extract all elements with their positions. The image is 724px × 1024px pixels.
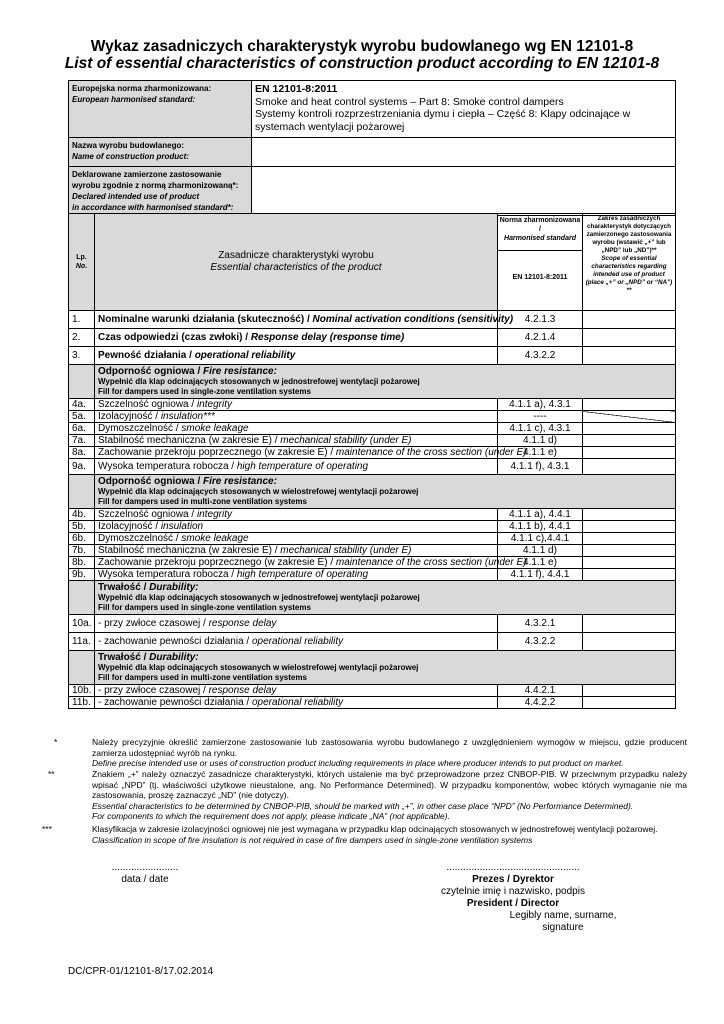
footnote-1 <box>92 737 687 769</box>
footnote-3-pl: Klasyfikacja w zakresie izolacyjności ogniowej nie jest wymagana w przypadku klap odcinających stosowanych w jednostrefowej wentylacji pożarowej. <box>92 824 658 834</box>
row-number: 9a. <box>69 459 95 475</box>
section-subtitle-pl: Wypełnić dla klap odcinających stosowanych w jednostrefowej wentylacji pożarowej <box>98 377 420 386</box>
footnote-1-pl: Należy precyzyjnie określić zamierzone zastosowanie lub zastosowania wyrobu budowlanego z uwzględnieniem wymogów w miejscu, gdzie producent zamierza udostępniać wyrób na rynku. <box>92 737 687 758</box>
row-characteristic <box>95 569 498 581</box>
section-header-row <box>69 365 676 399</box>
row-reference: 4.1.1 e) <box>498 557 583 569</box>
row-characteristic-pl: Izolacyjność / <box>98 411 161 422</box>
table-row <box>69 685 676 697</box>
row-scope-entry[interactable] <box>583 411 676 423</box>
row-reference: 4.2.1.3 <box>498 311 583 329</box>
section-title-en: Fire resistance: <box>203 366 277 377</box>
row-characteristic-en: mechanical stability (under E) <box>280 435 412 446</box>
row-characteristic-pl: Wysoka temperatura robocza / <box>98 569 237 580</box>
norm-header-code: EN 12101-8:2011 <box>512 274 568 281</box>
row-number: 6b. <box>69 533 95 545</box>
row-number: 8b. <box>69 557 95 569</box>
footnote-3-mark: *** <box>42 824 52 834</box>
section-subtitle-en: Fill for dampers used in multi-zone ventilation systems <box>98 673 307 682</box>
row-reference: 4.1.1 c), 4.3.1 <box>498 423 583 435</box>
document-code: DC/CPR-01/12101-8/17.02.2014 <box>68 966 214 977</box>
row-characteristic-en: response delay <box>208 685 277 696</box>
row-characteristic-pl: Pewność działania / <box>98 350 195 361</box>
column-header-row <box>69 214 676 311</box>
section-header-row <box>69 581 676 615</box>
row-reference: 4.1.1 f), 4.4.1 <box>498 569 583 581</box>
section-subtitle-pl: Wypełnić dla klap odcinających stosowanych w jednostrefowej wentylacji pożarowej <box>98 593 420 602</box>
section-number-cell <box>69 475 95 509</box>
product-label-en: Name of construction product: <box>72 152 189 161</box>
row-scope-entry[interactable] <box>583 435 676 447</box>
row-characteristic <box>95 347 498 365</box>
row-number: 2. <box>69 329 95 347</box>
standard-label-cell <box>69 81 252 138</box>
section-number-cell <box>69 365 95 399</box>
section-header <box>95 365 676 399</box>
table-row <box>69 447 676 459</box>
row-scope-entry[interactable] <box>583 545 676 557</box>
legible-en: Legibly name, surname, signature <box>509 910 617 933</box>
table-row <box>69 423 676 435</box>
row-characteristic-en: operational reliability <box>251 636 344 647</box>
standard-value-cell <box>252 81 676 138</box>
row-characteristic <box>95 557 527 569</box>
row-reference: 4.3.2.1 <box>498 615 583 633</box>
row-reference: 4.1.1 c),4.4.1 <box>498 533 583 545</box>
row-characteristic-pl: Zachowanie przekroju poprzecznego (w zakresie E) / <box>98 557 336 568</box>
row-number: 7a. <box>69 435 95 447</box>
row-characteristic <box>95 633 498 651</box>
row-scope-entry[interactable] <box>583 329 676 347</box>
section-title-en: Durability: <box>149 652 199 663</box>
table-row <box>69 615 676 633</box>
row-characteristic-pl: Stabilność mechaniczna (w zakresie E) / <box>98 545 281 556</box>
table-row <box>69 399 676 411</box>
row-scope-entry[interactable] <box>583 697 676 709</box>
row-reference: 4.1.1 e) <box>498 447 583 459</box>
row-characteristic-pl: - zachowanie pewności działania / <box>98 636 252 647</box>
scope-header-en: Scope of essential characteristics regarding intended use of product (place „+” or „NPD” or “NA”) ** <box>585 255 673 294</box>
row-reference: 4.3.2.2 <box>498 633 583 651</box>
row-characteristic <box>95 329 498 347</box>
role-pl: Prezes / Dyrektor <box>472 874 554 885</box>
table-row <box>69 533 676 545</box>
row-characteristic-en: Nominal activation conditions (sensitivity) <box>312 314 514 325</box>
row-scope-entry[interactable] <box>583 685 676 697</box>
table-row <box>69 521 676 533</box>
use-label-cell <box>69 167 252 216</box>
row-scope-entry[interactable] <box>583 459 676 475</box>
section-title-pl: Trwałość / <box>98 582 150 593</box>
row-characteristic-en: response delay <box>208 618 277 629</box>
section-subtitle-en: Fill for dampers used in single-zone ventilation systems <box>98 603 311 612</box>
row-number: 4a. <box>69 399 95 411</box>
table-row <box>69 509 676 521</box>
row-reference: 4.3.2.2 <box>498 347 583 365</box>
lp-header-en: No. <box>75 263 88 270</box>
row-number: 8a. <box>69 447 95 459</box>
product-label-cell <box>69 138 252 167</box>
footnote-1-en: Define precise intended use or uses of construction product including requirements in place where producer intends to put product on market. <box>92 758 624 768</box>
section-number-cell <box>69 651 95 685</box>
row-characteristic-en: high temperature of operating <box>236 461 369 472</box>
date-label: data / date <box>121 874 169 885</box>
section-header-row <box>69 651 676 685</box>
footnote-2-pl: Znakiem „+” należy oznaczyć zasadnicze charakterystyki, których ustalenie ma być przeprowadzone przez CNBOP-PIB. W przeciwnym przypadku należy wpisać „NPD” (tj. właściwości użytkowe nieustalone, ang. No Performance Determined). W przypadku komponentów, wobec których wymaganie nie ma zastosowania, proszę zaznaczyć „ND” (nie dotyczy). <box>92 769 687 800</box>
section-title-en: Durability: <box>149 582 199 593</box>
row-reference: 4.1.1 d) <box>498 435 583 447</box>
row-characteristic-en: maintenance of the cross section (under E) <box>335 447 527 458</box>
row-reference: 4.4.2.1 <box>498 685 583 697</box>
row-scope-entry[interactable] <box>583 615 676 633</box>
row-number: 7b. <box>69 545 95 557</box>
title-polish: Wykaz zasadniczych charakterystyk wyrobu budowlanego wg EN 12101-8 <box>90 38 634 55</box>
row-number: 5b. <box>69 521 95 533</box>
footnote-2-mark: ** <box>48 769 55 779</box>
row-characteristic-en: maintenance of the cross section (under E) <box>335 557 527 568</box>
row-characteristic-en: operational reliability <box>251 697 344 708</box>
row-scope-entry[interactable] <box>583 521 676 533</box>
row-reference: 4.1.1 a), 4.3.1 <box>498 399 583 411</box>
row-scope-entry[interactable] <box>583 347 676 365</box>
table-row <box>69 311 676 329</box>
row-characteristic-pl: Nominalne warunki działania (skuteczność) / <box>98 314 313 325</box>
norm-header <box>498 214 583 311</box>
row-scope-entry[interactable] <box>583 423 676 435</box>
header-table <box>68 80 676 216</box>
signature-dots[interactable]: ................................................ <box>446 862 580 873</box>
product-value-cell[interactable] <box>252 138 676 167</box>
row-scope-entry[interactable] <box>583 447 676 459</box>
table-row <box>69 347 676 365</box>
norm-header-en: Harmonised standard <box>504 235 576 242</box>
row-number: 9b. <box>69 569 95 581</box>
norm-header-pl: Norma zharmonizowana / <box>499 217 581 233</box>
row-reference: 4.1.1 f), 4.3.1 <box>498 459 583 475</box>
row-number: 6a. <box>69 423 95 435</box>
signature-block <box>418 862 608 910</box>
row-number: 1. <box>69 311 95 329</box>
row-characteristic <box>95 459 498 475</box>
row-scope-entry[interactable] <box>583 399 676 411</box>
row-characteristic-en: insulation*** <box>160 411 215 422</box>
row-characteristic <box>95 411 498 423</box>
standard-desc-pl: Systemy kontroli rozprzestrzeniania dymu i ciepła – Część 8: Klapy odcinające w systemach wentylacji pożarowej <box>255 108 631 133</box>
use-label-pl2: wyrobu zgodnie z normą zharmonizowaną*: <box>72 181 239 190</box>
section-title-pl: Trwałość / <box>98 652 150 663</box>
standard-label-pl: Europejska norma zharmonizowana: <box>72 84 212 93</box>
footnote-3 <box>92 824 687 845</box>
section-title-pl: Odporność ogniowa / <box>98 366 203 377</box>
row-characteristic-pl: Dymoszczelność / <box>98 423 182 434</box>
row-reference: 4.4.2.2 <box>498 697 583 709</box>
footnote-2-en2: For components to which the requirement does not apply, please indicate „NA” (not applicable). <box>92 811 450 821</box>
row-number: 11b. <box>69 697 95 709</box>
row-characteristic-pl: Dymoszczelność / <box>98 533 182 544</box>
row-characteristic <box>95 423 498 435</box>
section-title-pl: Odporność ogniowa / <box>98 476 203 487</box>
characteristic-header <box>95 214 498 311</box>
row-characteristic-en: smoke leakage <box>181 423 249 434</box>
row-characteristic-pl: Szczelność ogniowa / <box>98 509 197 520</box>
row-characteristic-en: operational reliability <box>194 350 296 361</box>
footnote-1-mark: * <box>54 737 58 747</box>
row-characteristic-en: high temperature of operating <box>236 569 369 580</box>
row-characteristic-pl: Czas odpowiedzi (czas zwłoki) / <box>98 332 251 343</box>
row-number: 10a. <box>69 615 95 633</box>
characteristic-header-en: Essential characteristics of the product <box>210 262 382 273</box>
row-characteristic <box>95 615 498 633</box>
row-number: 5a. <box>69 411 95 423</box>
row-characteristic-pl: - zachowanie pewności działania / <box>98 697 252 708</box>
row-characteristic-en: smoke leakage <box>181 533 249 544</box>
date-dots[interactable]: ........................ <box>111 862 179 873</box>
row-characteristic-en: insulation <box>160 521 204 532</box>
row-characteristic-en: mechanical stability (under E) <box>280 545 412 556</box>
table-row <box>69 569 676 581</box>
row-reference: 4.1.1 d) <box>498 545 583 557</box>
footnote-2 <box>92 769 687 822</box>
row-scope-entry[interactable] <box>583 569 676 581</box>
section-subtitle-pl: Wypełnić dla klap odcinających stosowanych w wielostrefowej wentylacji pożarowej <box>98 487 419 496</box>
row-reference: ---- <box>498 411 583 423</box>
table-row <box>69 557 676 569</box>
use-label-pl1: Deklarowane zamierzone zastosowanie <box>72 170 222 179</box>
date-block <box>95 862 195 886</box>
section-subtitle-en: Fill for dampers used in single-zone ventilation systems <box>98 387 311 396</box>
section-subtitle-pl: Wypełnić dla klap odcinających stosowanych w wielostrefowej wentylacji pożarowej <box>98 663 419 672</box>
row-characteristic <box>95 545 498 557</box>
row-characteristic-en: integrity <box>196 399 232 410</box>
row-characteristic-pl: - przy zwłoce czasowej / <box>98 618 209 629</box>
lp-header-pl: Lp. <box>76 254 87 261</box>
row-number: 11a. <box>69 633 95 651</box>
title-english: List of essential characteristics of construction product according to EN 12101-8 <box>64 55 660 72</box>
row-scope-entry[interactable] <box>583 509 676 521</box>
use-label-en2: in accordance with harmonised standard*: <box>72 203 234 212</box>
row-characteristic-pl: Stabilność mechaniczna (w zakresie E) / <box>98 435 281 446</box>
role-en: President / Director <box>466 898 560 909</box>
legible-pl: czytelnie imię i nazwisko, podpis <box>441 886 585 897</box>
section-header-row <box>69 475 676 509</box>
row-characteristic-pl: Zachowanie przekroju poprzecznego (w zakresie E) / <box>98 447 336 458</box>
row-characteristic-pl: Izolacyjność / <box>98 521 161 532</box>
row-reference: 4.1.1 b), 4.4.1 <box>498 521 583 533</box>
table-row <box>69 435 676 447</box>
use-label-en1: Declared intended use of product <box>72 192 200 201</box>
scope-header <box>583 214 676 311</box>
row-reference: 4.1.1 a), 4.4.1 <box>498 509 583 521</box>
table-row <box>69 459 676 475</box>
row-number: 3. <box>69 347 95 365</box>
scope-header-pl: Zakres zasadniczych charakterystyk dotyczących zamierzonego zastosowania wyrobu (wstawić „+” lub „NPD” lub „ND”)** <box>586 215 672 254</box>
row-scope-entry[interactable] <box>583 557 676 569</box>
section-title-en: Fire resistance: <box>203 476 277 487</box>
section-number-cell <box>69 581 95 615</box>
row-scope-entry[interactable] <box>583 533 676 545</box>
section-subtitle-en: Fill for dampers used in multi-zone ventilation systems <box>98 497 307 506</box>
row-number: 4b. <box>69 509 95 521</box>
table-row <box>69 329 676 347</box>
row-characteristic-en: Response delay (response time) <box>250 332 405 343</box>
row-characteristic <box>95 697 498 709</box>
row-characteristic <box>95 435 498 447</box>
footnote-3-en: Classification in scope of fire insulation is not required in case of fire dampers used in single-zone ventilation systems <box>92 834 533 845</box>
row-characteristic-pl: - przy zwłoce czasowej / <box>98 685 209 696</box>
footnote-2-en1: Essential characteristics to be determined by CNBOP-PIB, should be marked with „+”, in other case place “NPD” (No Performance Determined). <box>92 800 634 811</box>
table-row <box>69 545 676 557</box>
standard-code: EN 12101-8:2011 <box>255 83 338 95</box>
row-characteristic <box>95 399 498 411</box>
row-characteristic <box>95 509 498 521</box>
standard-desc-en: Smoke and heat control systems – Part 8: Smoke control dampers <box>255 95 564 108</box>
section-header <box>95 581 676 615</box>
row-characteristic <box>95 311 514 329</box>
row-characteristic-en: integrity <box>196 509 232 520</box>
section-header <box>95 651 676 685</box>
product-label-pl: Nazwa wyrobu budowlanego: <box>72 141 185 150</box>
characteristic-header-pl: Zasadnicze charakterystyki wyrobu <box>218 250 374 261</box>
row-characteristic <box>95 447 527 459</box>
row-scope-entry[interactable] <box>583 311 676 329</box>
row-reference: 4.2.1.4 <box>498 329 583 347</box>
table-row <box>69 697 676 709</box>
standard-label-en: European harmonised standard: <box>72 95 196 104</box>
row-characteristic <box>95 521 498 533</box>
characteristics-table <box>68 213 676 709</box>
row-scope-entry[interactable] <box>583 633 676 651</box>
row-characteristic-pl: Wysoka temperatura robocza / <box>98 461 237 472</box>
use-value-cell[interactable] <box>252 167 676 216</box>
table-row <box>69 633 676 651</box>
row-characteristic <box>95 533 498 545</box>
lp-header <box>69 214 95 311</box>
table-row <box>69 411 676 423</box>
row-characteristic-pl: Szczelność ogniowa / <box>98 399 197 410</box>
section-header <box>95 475 676 509</box>
row-number: 10b. <box>69 685 95 697</box>
row-characteristic <box>95 685 498 697</box>
